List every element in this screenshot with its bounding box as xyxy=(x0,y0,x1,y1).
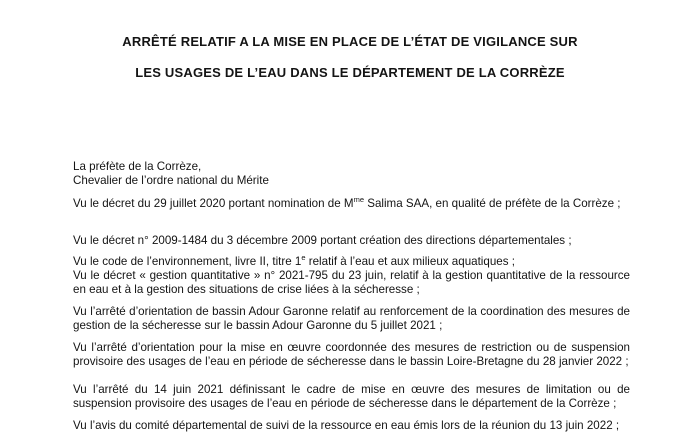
vu1-text-before: Vu le décret du 29 juillet 2020 portant nomination de M xyxy=(73,197,354,210)
authority-name: La préfète de la Corrèze, xyxy=(73,160,202,173)
document-title-line-2: LES USAGES DE L’EAU DANS LE DÉPARTEMENT DE LA CORRÈZE xyxy=(135,65,565,80)
vu-paragraph-quantitative-decree: Vu le décret « gestion quantitative » n° 2021-795 du 23 juin, relatif à la gestion quantitative de la ressource en eau et à la gestion des situations de crise liées à la sécheresse ; xyxy=(73,269,630,296)
document-title-line-1: ARRÊTÉ RELATIF A LA MISE EN PLACE DE L’ÉTAT DE VIGILANCE SUR xyxy=(122,34,578,49)
vu3-superscript: e xyxy=(301,253,306,263)
vu3-text-before: Vu le code de l’environnement, livre II, titre 1 xyxy=(73,255,302,268)
vu3-text-after: relatif à l’eau et aux milieux aquatiques ; xyxy=(305,255,515,268)
vu1-text-after: Salima SAA, en qualité de préfète de la Corrèze ; xyxy=(364,197,621,210)
vu-paragraph-framework-order: Vu l’arrêté du 14 juin 2021 définissant le cadre de mise en œuvre des mesures de limitation ou de suspension provisoire des usages de l’eau en période de sécheresse dans le département de la Corrèze ; xyxy=(73,383,630,410)
vu-paragraph-decree-nomination xyxy=(73,197,630,211)
vu1-superscript: me xyxy=(353,195,364,205)
vu-paragraph-committee-opinion: Vu l’avis du comité départemental de suivi de la ressource en eau émis lors de la réunion du 13 juin 2022 ; xyxy=(73,419,620,432)
authority-distinction: Chevalier de l’ordre national du Mérite xyxy=(73,174,269,187)
vu-paragraph-decree-directions: Vu le décret n° 2009-1484 du 3 décembre 2009 portant création des directions départementales ; xyxy=(73,234,572,247)
vu-paragraph-loire-bretagne: Vu l’arrêté d’orientation pour la mise en œuvre coordonnée des mesures de restriction ou de suspension provisoire des usages de l’eau en période de sécheresse dans le bassin Loire-Bretagne du 28 janvier 2022 ; xyxy=(73,341,630,368)
vu-paragraph-adour-garonne: Vu l’arrêté d’orientation de bassin Adour Garonne relatif au renforcement de la coordination des mesures de gestion de la sécheresse sur le bassin Adour Garonne du 5 juillet 2021 ; xyxy=(73,305,630,332)
vu-paragraph-environment-code xyxy=(73,255,630,269)
